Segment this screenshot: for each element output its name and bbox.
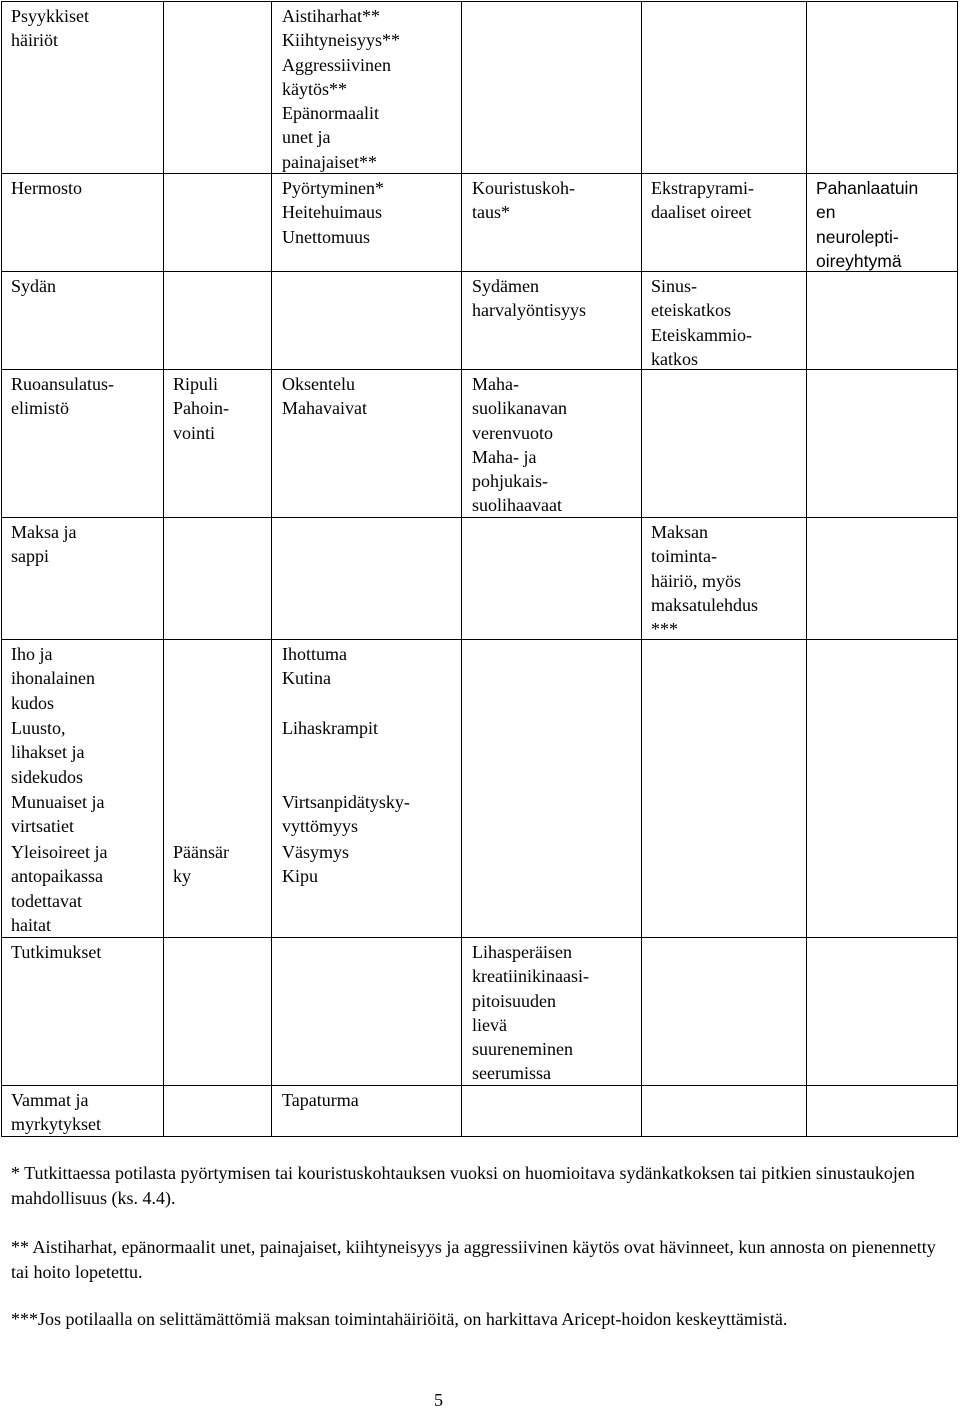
page-number: 5	[434, 1390, 443, 1410]
organ-system-cell: Iho ja ihonalainen kudos	[11, 644, 95, 713]
organ-system-cell: Psyykkiset häiriöt	[11, 6, 90, 51]
rare-reaction-cell: Sinus- eteiskatkos Eteiskammio- katkos	[651, 276, 752, 369]
very-common-reaction-cell: Päänsär ky	[173, 842, 229, 887]
common-reaction-cell: Ihottuma Kutina	[282, 644, 347, 689]
footnote-triple-asterisk: ***Jos potilaalla on selittämättömiä maksan toimintahäiriöitä, on harkittava Aricept-hoidon keskeyttämistä.	[11, 1309, 788, 1329]
common-reaction-cell: Tapaturma	[282, 1090, 359, 1110]
common-reaction-cell: Lihaskrampit	[282, 718, 378, 738]
uncommon-reaction-cell: Lihasperäisen kreatiinikinaasi- pitoisuuden lievä suureneminen seerumissa	[472, 942, 589, 1084]
organ-system-cell: Ruoansulatus- elimistö	[11, 374, 114, 419]
organ-system-cell: Munuaiset ja virtsatiet	[11, 792, 105, 837]
rare-reaction-cell: Maksan toiminta- häiriö, myös maksatulehdus ***	[651, 522, 758, 640]
organ-system-cell: Tutkimukset	[11, 942, 102, 962]
footnote-single-asterisk: * Tutkittaessa potilasta pyörtymisen tai kouristuskohtauksen vuoksi on huomioitava sydänkatkoksen tai pitkien sinustaukojen mahdollisuus (ks. 4.4).	[11, 1163, 915, 1208]
uncommon-reaction-cell: Maha- suolikanavan verenvuoto Maha- ja pohjukais- suolihaavaat	[472, 374, 567, 516]
organ-system-cell: Maksa ja sappi	[11, 522, 77, 567]
organ-system-cell: Sydän	[11, 276, 56, 296]
common-reaction-cell: Oksentelu Mahavaivat	[282, 374, 367, 419]
uncommon-reaction-cell: Sydämen harvalyöntisyys	[472, 276, 586, 321]
common-reaction-cell: Pyörtyminen* Heitehuimaus Unettomuus	[282, 178, 384, 247]
organ-system-cell: Luusto, lihakset ja sidekudos	[11, 718, 85, 787]
footnote-double-asterisk: ** Aistiharhat, epänormaalit unet, painajaiset, kiihtyneisyys ja aggressiivinen käytös ovat hävinneet, kun annosta on pienennetty tai hoito lopetettu.	[11, 1237, 936, 1282]
organ-system-cell: Vammat ja myrkytykset	[11, 1090, 101, 1135]
very-rare-reaction-cell: Pahanlaatuin en neurolepti- oireyhtymä	[816, 178, 919, 271]
very-common-reaction-cell: Ripuli Pahoin- vointi	[173, 374, 229, 443]
rare-reaction-cell: Ekstrapyrami- daaliset oireet	[651, 178, 754, 223]
uncommon-reaction-cell: Kouristuskoh- taus*	[472, 178, 575, 223]
common-reaction-cell: Väsymys Kipu	[282, 842, 349, 887]
organ-system-cell: Yleisoireet ja antopaikassa todettavat haitat	[11, 842, 108, 935]
common-reaction-cell: Aistiharhat** Kiihtyneisyys** Aggressiivinen käytös** Epänormaalit unet ja painajaiset**	[282, 6, 401, 172]
common-reaction-cell: Virtsanpidätysky- vyttömyys	[282, 792, 410, 837]
organ-system-cell: Hermosto	[11, 178, 82, 198]
